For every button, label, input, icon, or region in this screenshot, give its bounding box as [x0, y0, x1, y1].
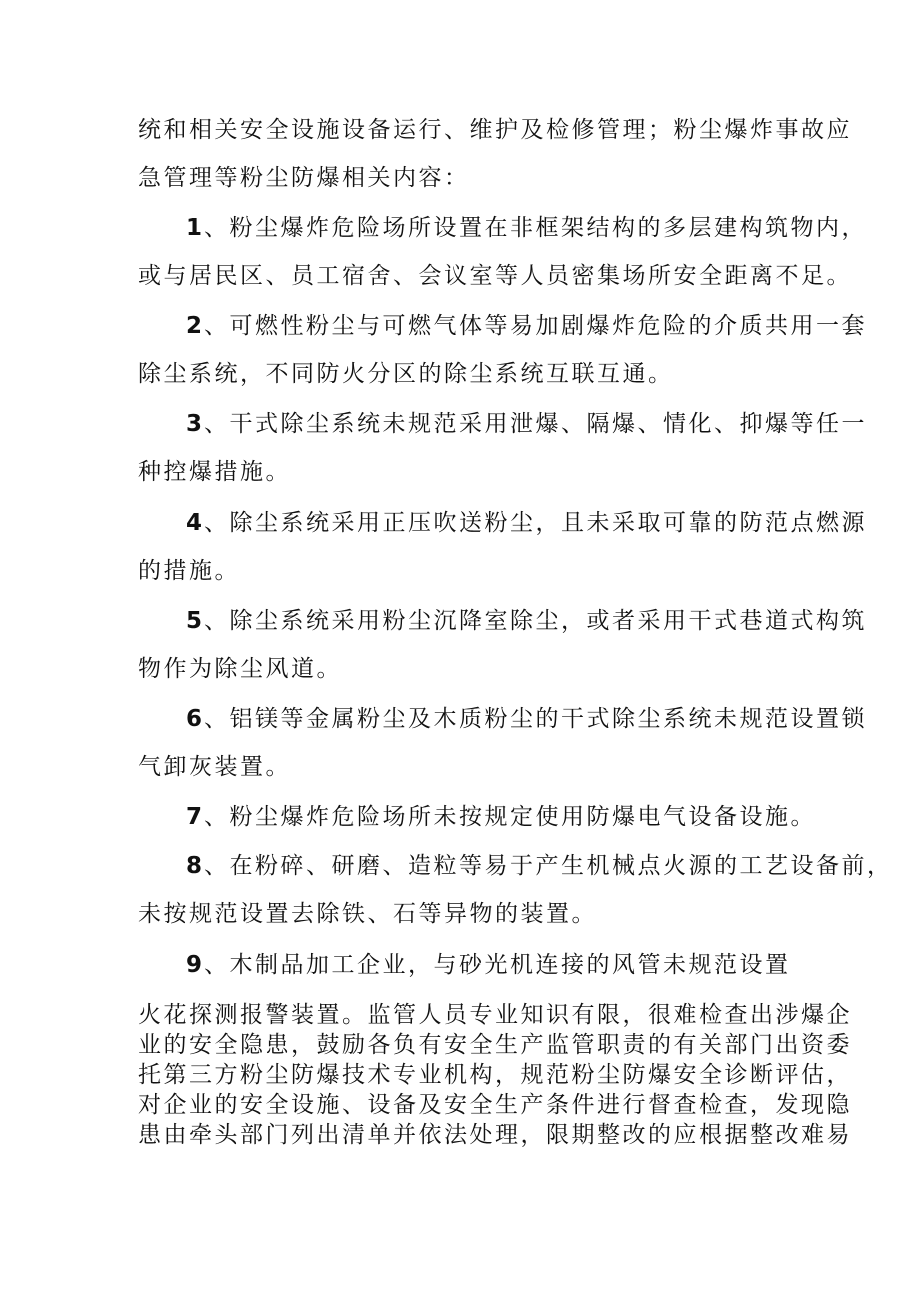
item-text: 、铝镁等金属粉尘及木质粉尘的干式除尘系统未规范设置锁	[204, 706, 868, 732]
item-number: 2	[186, 313, 203, 339]
closing-line: 业的安全隐患，鼓励各负有安全生产监管职责的有关部门出资委	[138, 1032, 852, 1058]
item-number: 5	[186, 608, 203, 634]
item-text: 气卸灰装置。	[138, 754, 291, 780]
list-item-2	[138, 302, 868, 398]
item-number: 9	[186, 952, 203, 978]
list-item-1	[138, 204, 868, 300]
intro-line: 统和相关安全设施设备运行、维护及检修管理；粉尘爆炸事故应	[138, 117, 852, 143]
list-item-7	[138, 793, 817, 841]
list-item-9	[138, 941, 798, 989]
list-item-6	[138, 695, 868, 791]
item-text: 、在粉碎、研磨、造粒等易于产生机械点火源的工艺设备前，	[204, 853, 893, 879]
item-number: 1	[186, 215, 203, 241]
closing-paragraph	[138, 1000, 852, 1150]
item-number: 4	[186, 510, 203, 536]
item-text: 、可燃性粉尘与可燃气体等易加剧爆炸危险的介质共用一套	[204, 313, 868, 339]
list-item-4	[138, 499, 868, 595]
item-text: 未按规范设置去除铁、石等异物的装置。	[138, 901, 597, 927]
item-number: 6	[186, 706, 203, 732]
item-number: 8	[186, 853, 203, 879]
item-text: 除尘系统，不同防火分区的除尘系统互联互通。	[138, 361, 674, 387]
item-text: 或与居民区、员工宿舍、会议室等人员密集场所安全距离不足。	[138, 263, 852, 289]
closing-line: 火花探测报警装置。监管人员专业知识有限，很难检查出涉爆企	[138, 1002, 852, 1028]
item-text: 、除尘系统采用粉尘沉降室除尘，或者采用干式巷道式构筑	[204, 608, 868, 634]
intro-line: 急管理等粉尘防爆相关内容：	[138, 165, 470, 191]
list-item-5	[138, 597, 868, 693]
item-number: 3	[186, 411, 203, 437]
item-text: 种控爆措施。	[138, 459, 291, 485]
intro-paragraph	[138, 106, 852, 202]
item-text: 、粉尘爆炸危险场所设置在非框架结构的多层建构筑物内，	[204, 215, 868, 241]
closing-line: 对企业的安全设施、设备及安全生产条件进行督查检查，发现隐	[138, 1092, 852, 1118]
item-text: 物作为除尘风道。	[138, 656, 342, 682]
item-text: 的措施。	[138, 558, 240, 584]
closing-line: 托第三方粉尘防爆技术专业机构，规范粉尘防爆安全诊断评估，	[138, 1062, 852, 1088]
item-text: 、木制品加工企业，与砂光机连接的风管未规范设置	[204, 952, 791, 978]
item-text: 、干式除尘系统未规范采用泄爆、隔爆、情化、抑爆等任一	[204, 411, 868, 437]
item-text: 、粉尘爆炸危险场所未按规定使用防爆电气设备设施。	[204, 804, 817, 830]
list-item-8	[138, 842, 893, 938]
item-text: 、除尘系统采用正压吹送粉尘，且未采取可靠的防范点燃源	[204, 510, 868, 536]
item-number: 7	[186, 804, 203, 830]
closing-line: 患由牵头部门列出清单并依法处理，限期整改的应根据整改难易	[138, 1122, 852, 1148]
list-item-3	[138, 400, 868, 496]
